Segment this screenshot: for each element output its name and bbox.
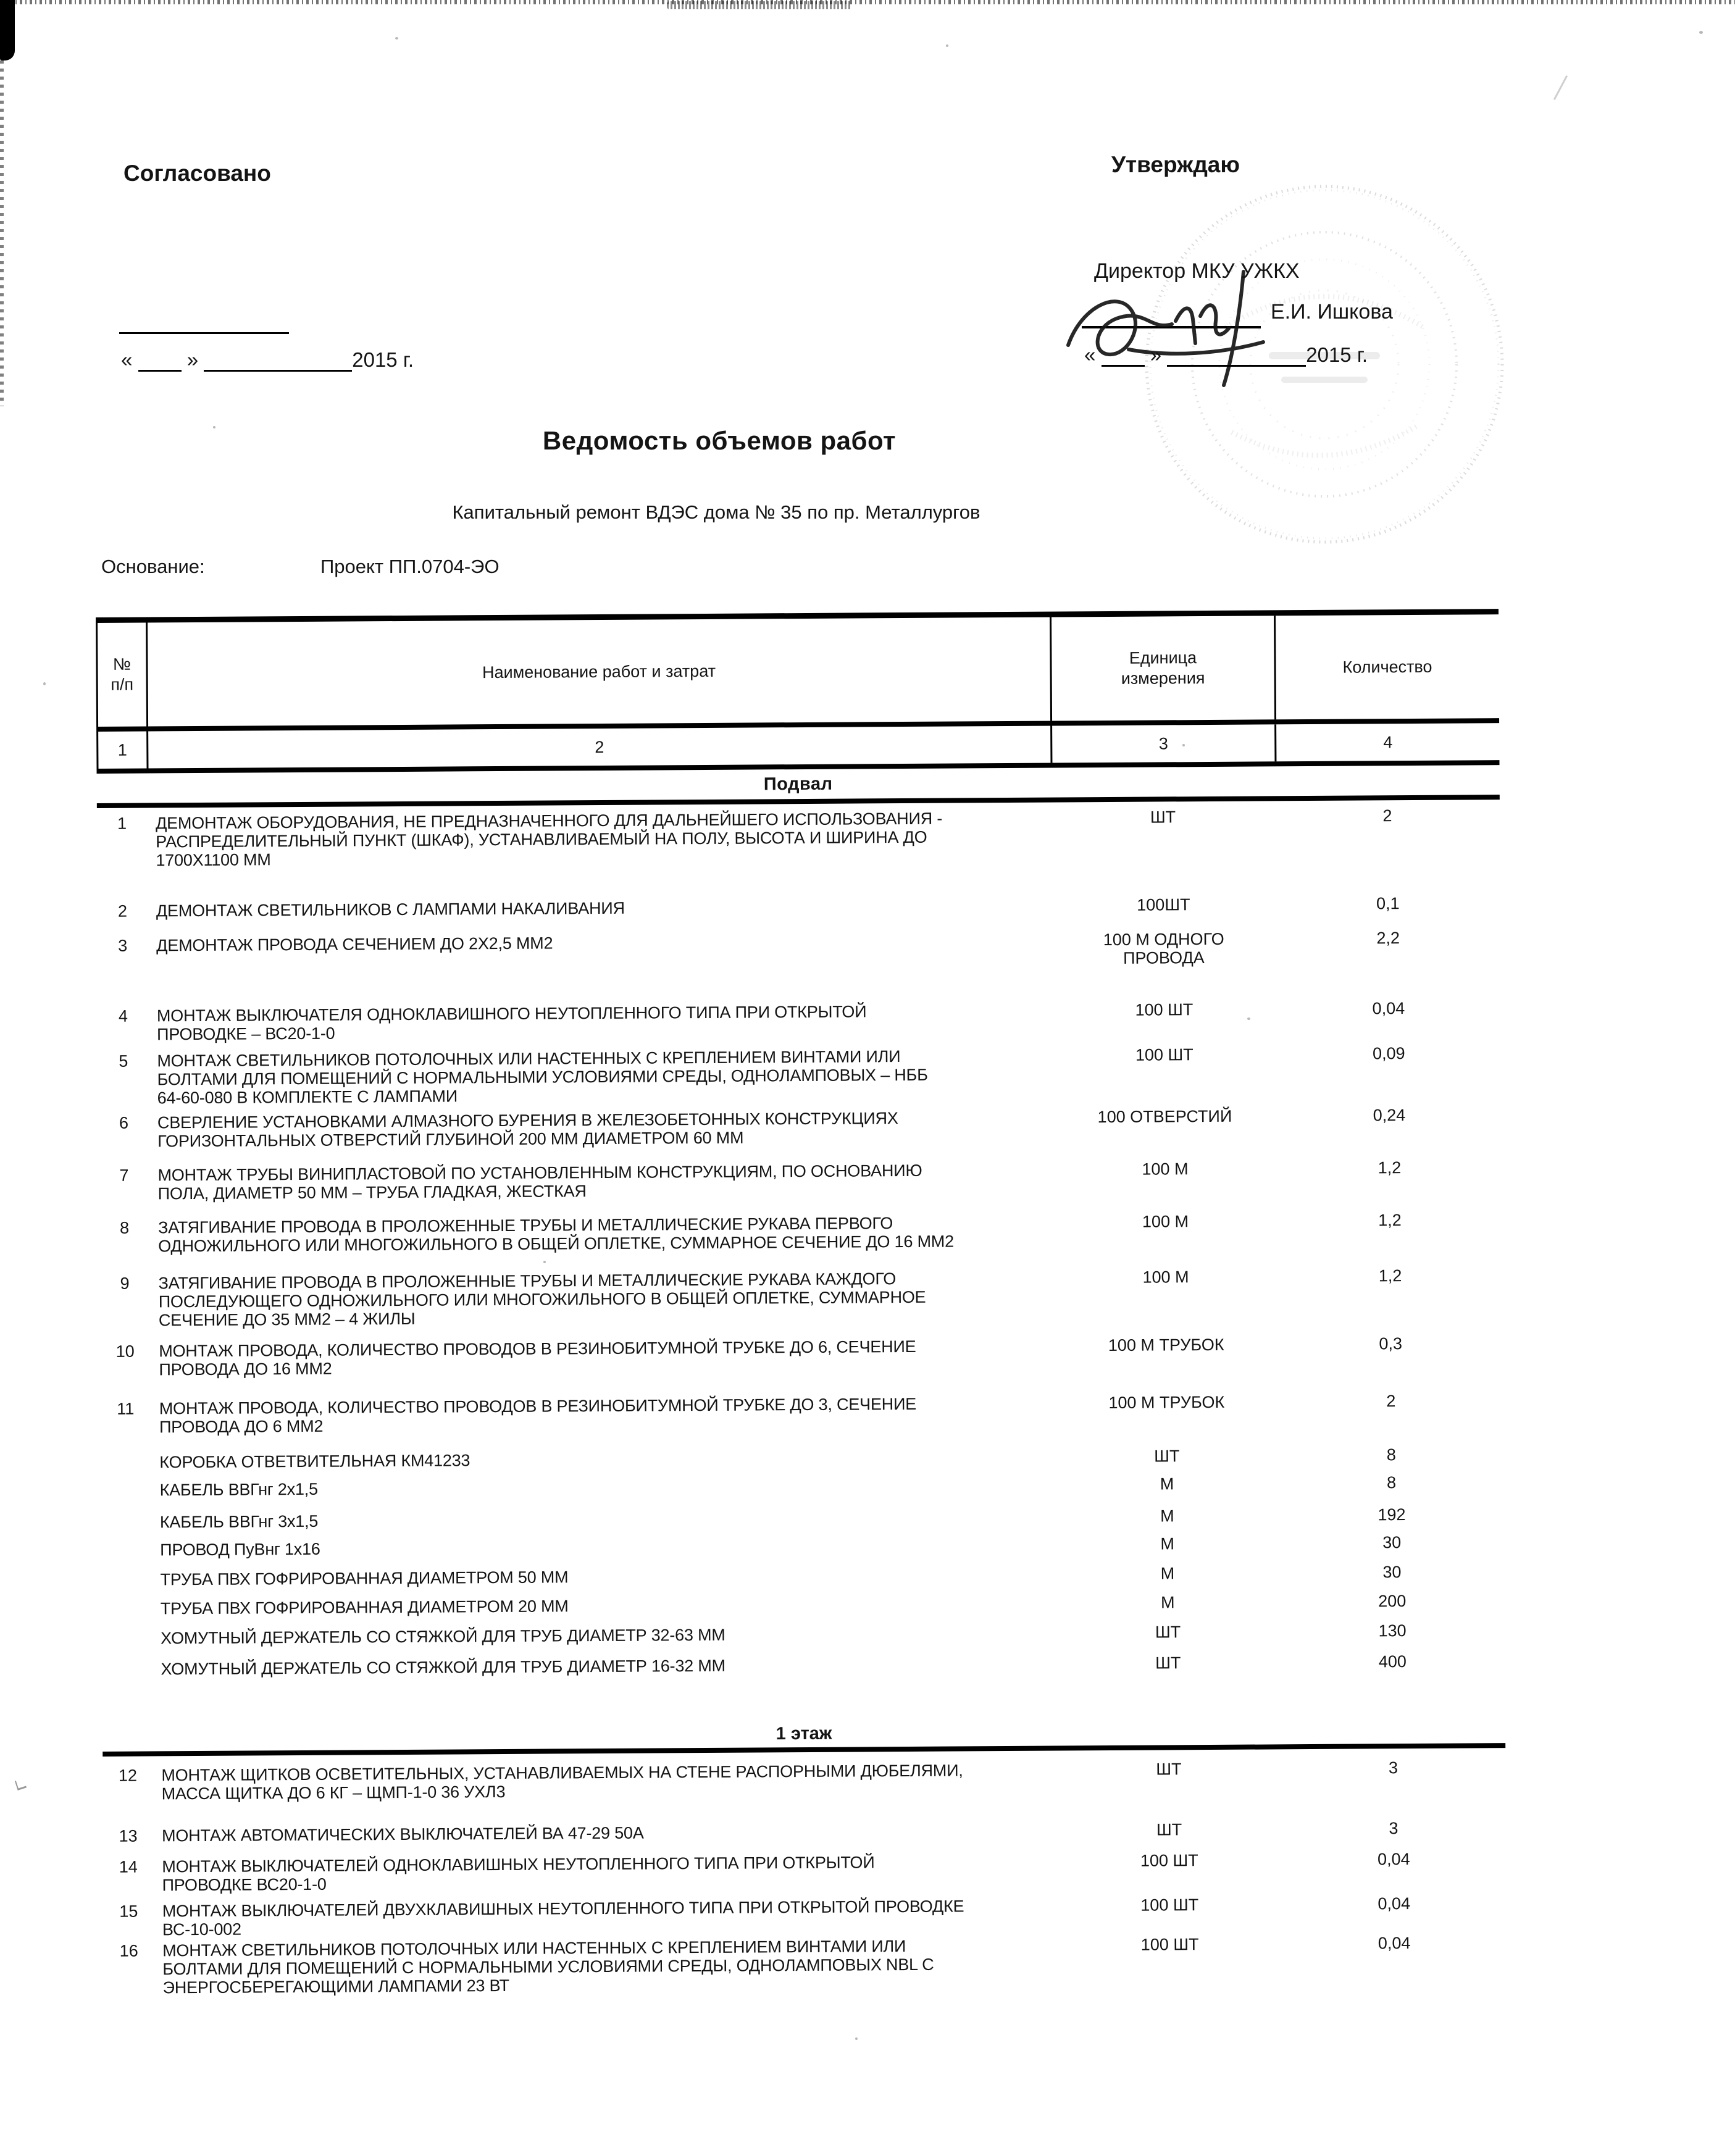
row-name: МОНТАЖ ТРУБЫ ВИНИПЛАСТОВОЙ ПО УСТАНОВЛЕННЫМ КОНСТРУКЦИЯМ, ПО ОСНОВАНИЮ ПОЛА, ДИАМЕТР 50 ММ – ТРУБА ГЛАДКАЯ, ЖЕСТКАЯ [157,1161,922,1203]
row-qty: 0,09 [1372,1044,1405,1063]
scan-noise-top-blob [667,1,852,9]
table-row [101,1562,1504,1589]
row-name: ТРУБА ПВХ ГОФРИРОВАННАЯ ДИАМЕТРОМ 50 ММ [160,1568,569,1589]
row-qty: 192 [1378,1505,1406,1524]
date-line-right [1084,343,1368,367]
table-row [101,1391,1503,1437]
scan-speck [1699,31,1703,34]
table-row [99,1105,1502,1151]
row-unit: 100 М ТРУБОК [1108,1335,1224,1355]
row-unit: ШТ [1156,1760,1182,1779]
scan-noise-margin-mark [15,1778,27,1790]
table-row [102,1758,1505,1803]
row-name: КАБЕЛЬ ВВГнг 2х1,5 [159,1479,318,1500]
row-qty: 2 [1386,1392,1396,1411]
director-name: Е.И. Ишкова [1271,300,1393,324]
row-qty: 0,04 [1372,999,1405,1018]
row-qty: 200 [1378,1592,1407,1611]
row-number: 12 [118,1766,138,1785]
year-label: 2015 г. [1306,343,1368,366]
table-row [101,1505,1504,1532]
table-row [98,893,1500,921]
row-qty: 8 [1386,1445,1396,1464]
table-row [103,1818,1506,1845]
row-unit: 100 ШТ [1140,1895,1199,1915]
header-unit: Единица измерения [1050,616,1274,721]
row-unit: М [1160,1506,1174,1526]
table-row [101,1532,1504,1560]
row-name: СВЕРЛЕНИЕ УСТАНОВКАМИ АЛМАЗНОГО БУРЕНИЯ В ЖЕЛЕЗОБЕТОННЫХ КОНСТРУКЦИЯХ ГОРИЗОНТАЛЬНЫХ ОТВЕРСТИЙ ГЛУБИНОЙ 200 ММ ДИАМЕТРОМ 60 ММ [157,1109,898,1151]
table-row [101,1473,1504,1500]
row-unit: ШТ [1154,1447,1180,1466]
row-name: ДЕМОНТАЖ СВЕТИЛЬНИКОВ С ЛАМПАМИ НАКАЛИВАНИЯ [156,898,625,921]
row-name: ЗАТЯГИВАНИЕ ПРОВОДА В ПРОЛОЖЕННЫЕ ТРУБЫ И МЕТАЛЛИЧЕСКИЕ РУКАВА ПЕРВОГО ОДНОЖИЛЬНОГО ИЛИ МНОГОЖИЛЬНОГО В ОБЩЕЙ ОПЛЕТКЕ, СУММАРНОЕ СЕЧЕНИЕ ДО 16 ММ2 [157,1214,955,1256]
section-title-floor1: 1 этаж [776,1723,832,1744]
col-index-2: 2 [146,726,1050,769]
row-number: 8 [119,1218,130,1237]
work-volume-table [96,609,1507,1997]
row-unit: М [1160,1534,1175,1553]
row-unit: 100 ОТВЕРСТИЙ [1097,1106,1232,1127]
row-qty: 3 [1388,1758,1398,1778]
row-number: 3 [118,936,128,955]
scan-speck [43,682,46,685]
row-name: ХОМУТНЫЙ ДЕРЖАТЕЛЬ СО СТЯЖКОЙ ДЛЯ ТРУБ ДИАМЕТР 16-32 ММ [161,1656,726,1679]
table-row [104,1894,1507,1939]
day-blank [1102,346,1145,367]
row-number: 2 [117,901,128,921]
row-number: 10 [115,1342,135,1361]
row-qty: 8 [1386,1473,1397,1492]
row-name: МОНТАЖ ВЫКЛЮЧАТЕЛЕЙ ОДНОКЛАВИШНЫХ НЕУТОПЛЕННОГО ТИПА ПРИ ОТКРЫТОЙ ПРОВОДКЕ ВС20-1-0 [162,1853,875,1895]
row-unit: 100ШТ [1137,895,1190,914]
row-name: МОНТАЖ ВЫКЛЮЧАТЕЛЯ ОДНОКЛАВИШНОГО НЕУТОПЛЕННОГО ТИПА ПРИ ОТКРЫТОЙ ПРОВОДКЕ – ВС20-1-0 [156,1002,867,1044]
month-blank [204,351,352,372]
page-title: Ведомость объемов работ [542,426,897,455]
table-row [103,1849,1506,1895]
row-name: ТРУБА ПВХ ГОФРИРОВАННАЯ ДИАМЕТРОМ 20 ММ [160,1597,569,1618]
row-name: ДЕМОНТАЖ ПРОВОДА СЕЧЕНИЕМ ДО 2Х2,5 ММ2 [156,934,553,955]
table-row [102,1652,1505,1679]
table-row [99,1158,1502,1203]
row-unit: 100 М ОДНОГО ПРОВОДА [1103,929,1224,967]
row-qty: 0,3 [1379,1334,1403,1353]
table-row [99,1210,1502,1256]
row-qty: 30 [1382,1563,1402,1582]
scan-noise-slash [1553,75,1568,100]
row-unit: М [1160,1593,1175,1612]
table-row [102,1591,1505,1618]
row-qty: 30 [1382,1533,1402,1552]
row-name: ЗАТЯГИВАНИЕ ПРОВОДА В ПРОЛОЖЕННЫЕ ТРУБЫ И МЕТАЛЛИЧЕСКИЕ РУКАВА КАЖДОГО ПОСЛЕДУЮЩЕГО ОДНОЖИЛЬНОГО ИЛИ МНОГОЖИЛЬНОГО В ОБЩЕЙ ОПЛЕТКЕ, СУММАРНОЕ СЕЧЕНИЕ ДО 35 ММ2 – 4 ЖИЛЫ [158,1269,926,1330]
row-name: МОНТАЖ ВЫКЛЮЧАТЕЛЕЙ ДВУХКЛАВИШНЫХ НЕУТОПЛЕННОГО ТИПА ПРИ ОТКРЫТОЙ ПРОВОДКЕ ВС-10-002 [162,1897,964,1939]
row-unit: 100 ШТ [1140,1935,1199,1954]
scan-noise-left-edge [0,61,4,406]
row-number: 16 [119,1941,138,1960]
row-qty: 1,2 [1378,1211,1402,1230]
row-name: МОНТАЖ ПРОВОДА, КОЛИЧЕСТВО ПРОВОДОВ В РЕЗИНОБИТУМНОЙ ТРУБКЕ ДО 6, СЕЧЕНИЕ ПРОВОДА ДО 16 ММ2 [159,1337,916,1379]
table-row [98,998,1501,1044]
year-label: 2015 г. [352,348,414,371]
scan-speck [855,2037,858,2040]
table-row [100,1334,1503,1379]
row-qty: 0,04 [1378,1894,1411,1913]
row-qty: 1,2 [1378,1158,1402,1177]
row-unit: М [1160,1474,1174,1494]
table-row [98,928,1500,974]
table-row [97,806,1500,870]
row-qty: 0,1 [1376,894,1400,913]
row-qty: 400 [1378,1652,1407,1671]
row-name: КОРОБКА ОТВЕТВИТЕЛЬНАЯ КМ41233 [159,1451,470,1472]
scan-noise-top-edge [0,0,1735,4]
row-qty: 0,04 [1377,1850,1410,1869]
row-unit: ШТ [1156,1820,1182,1839]
row-name: МОНТАЖ СВЕТИЛЬНИКОВ ПОТОЛОЧНЫХ ИЛИ НАСТЕННЫХ С КРЕПЛЕНИЕМ ВИНТАМИ ИЛИ БОЛТАМИ ДЛЯ ПОМЕЩЕНИЙ С НОРМАЛЬНЫМИ УСЛОВИЯМИ СРЕДЫ, ОДНОЛАМПОВЫХ – НББ 64-60-080 В КОМПЛЕКТЕ С ЛАМПАМИ [157,1047,928,1108]
row-qty: 2,2 [1376,929,1400,948]
row-unit: 100 ШТ [1135,1000,1194,1019]
row-number: 4 [118,1006,128,1026]
director-title: Директор МКУ УЖКХ [1094,259,1300,283]
row-unit: 100 ШТ [1135,1045,1194,1064]
row-number: 6 [119,1113,129,1132]
table-row [101,1445,1503,1472]
table-row [98,1043,1502,1108]
signature-icon [1057,262,1310,404]
row-unit: 100 ШТ [1140,1851,1198,1870]
row-name: ДЕМОНТАЖ ОБОРУДОВАНИЯ, НЕ ПРЕДНАЗНАЧЕННОГО ДЛЯ ДАЛЬНЕЙШЕГО ИСПОЛЬЗОВАНИЯ - РАСПРЕДЕЛИТЕЛЬНЫЙ ПУНКТ (ШКАФ), УСТАНАВЛИВАЕМЫЙ НА ПОЛУ, ВЫСОТА И ШИРИНА ДО 1700Х1100 ММ [155,809,943,870]
row-unit: ШТ [1155,1623,1181,1642]
row-qty: 0,24 [1373,1106,1406,1125]
table-row [102,1621,1505,1648]
row-name: МОНТАЖ СВЕТИЛЬНИКОВ ПОТОЛОЧНЫХ ИЛИ НАСТЕННЫХ С КРЕПЛЕНИЕМ ВИНТАМИ ИЛИ БОЛТАМИ ДЛЯ ПОМЕЩЕНИЙ С НОРМАЛЬНЫМИ УСЛОВИЯМИ СРЕДЫ, ОДНОЛАМПОВЫХ NBL С ЭНЕРГОСБЕРЕГАЮЩИМИ ЛАМПАМИ 23 ВТ [162,1937,934,1997]
row-unit: М [1160,1564,1175,1583]
col-index-1: 1 [96,732,146,769]
date-line-left [121,348,414,372]
signature-line-left [119,332,289,334]
row-qty: 0,04 [1378,1934,1411,1953]
header-qty: Количество [1274,614,1499,719]
scan-speck [946,44,948,47]
quote-close: » [1150,343,1162,366]
row-qty: 130 [1378,1621,1407,1640]
table-header-row [96,614,1499,727]
row-unit: ШТ [1155,1653,1181,1673]
row-number: 11 [117,1399,135,1418]
row-name: ПРОВОД ПуВнг 1х16 [160,1539,320,1560]
table-row [104,1933,1507,1997]
page-subtitle: Капитальный ремонт ВДЭС дома № 35 по пр. Металлургов [452,501,980,523]
header-num: № п/п [96,623,146,727]
row-name: МОНТАЖ АВТОМАТИЧЕСКИХ ВЫКЛЮЧАТЕЛЕЙ ВА 47-29 50А [161,1823,644,1845]
row-unit: ШТ [1150,808,1176,827]
col-index-3: 3 [1050,724,1274,763]
day-blank [138,351,182,372]
row-qty: 1,2 [1378,1266,1402,1285]
basis-label: Основание: [101,556,205,577]
row-unit: 100 М [1142,1212,1189,1231]
row-unit: 100 М [1142,1268,1189,1287]
table-row [99,1266,1503,1330]
header-name: Наименование работ и затрат [146,617,1050,727]
row-name: МОНТАЖ ПРОВОДА, КОЛИЧЕСТВО ПРОВОДОВ В РЕЗИНОБИТУМНОЙ ТРУБКЕ ДО 3, СЕЧЕНИЕ ПРОВОДА ДО 6 ММ2 [159,1394,917,1437]
row-number: 9 [120,1274,130,1293]
row-qty: 2 [1382,806,1392,825]
scan-speck [395,37,398,40]
row-unit: 100 М [1142,1159,1189,1179]
row-unit: 100 М ТРУБОК [1108,1392,1225,1413]
row-number: 15 [119,1902,138,1921]
row-qty: 3 [1389,1819,1398,1838]
row-number: 14 [119,1857,138,1876]
row-name: ХОМУТНЫЙ ДЕРЖАТЕЛЬ СО СТЯЖКОЙ ДЛЯ ТРУБ ДИАМЕТР 32-63 ММ [161,1625,725,1648]
row-name: МОНТАЖ ЩИТКОВ ОСВЕТИТЕЛЬНЫХ, УСТАНАВЛИВАЕМЫХ НА СТЕНЕ РАСПОРНЫМИ ДЮБЕЛЯМИ, МАССА ЩИТКА ДО 6 КГ – ЩМП-1-0 36 УХЛ3 [161,1761,963,1803]
row-name: КАБЕЛЬ ВВГнг 3х1,5 [159,1511,319,1532]
row-number: 7 [119,1166,129,1185]
quote-open: « [121,348,133,371]
agreed-label: Согласовано [123,161,271,186]
basis-value: Проект ПП.0704-ЭО [320,556,500,577]
col-index-4: 4 [1274,723,1499,761]
quote-close: » [186,348,199,371]
scan-noise-corner [0,0,15,61]
row-number: 13 [119,1826,138,1845]
month-blank [1167,346,1306,367]
section-title-basement: Подвал [763,774,833,794]
row-number: 5 [119,1051,128,1071]
quote-open: « [1084,343,1096,366]
row-number: 1 [117,814,127,833]
approve-label: Утверждаю [1111,152,1240,177]
